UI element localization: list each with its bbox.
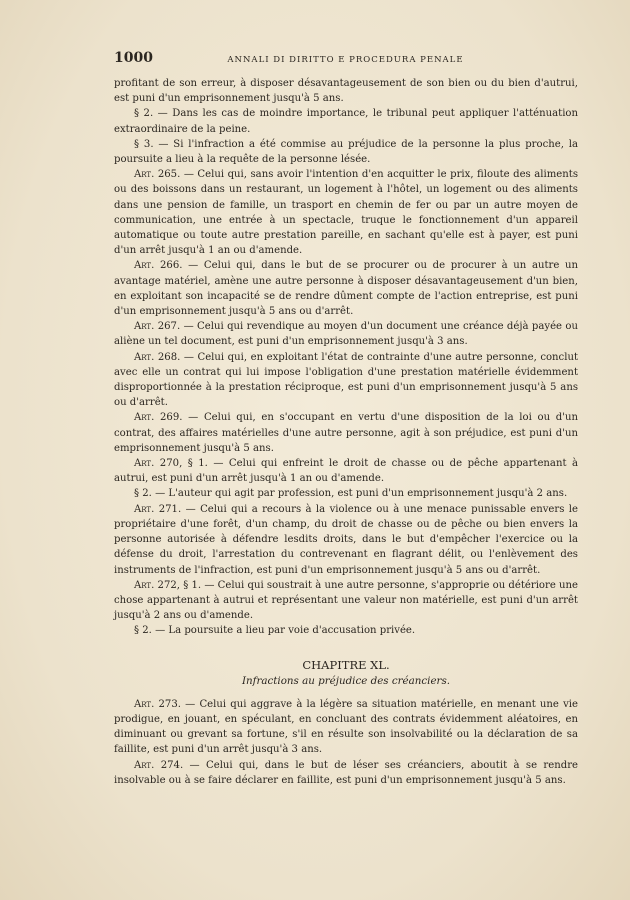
article-label: Art. <box>134 351 155 363</box>
running-head: ANNALI DI DIRITTO E PROCEDURA PENALE <box>227 55 464 65</box>
paragraph <box>114 486 578 501</box>
article-label: Art. <box>134 759 155 771</box>
paragraph <box>114 758 578 788</box>
article-label: Art. <box>134 412 155 424</box>
paragraph-text: § 2. — L'auteur qui agit par profession, est puni d'un emprisonnement jusqu'à 2 ans. <box>134 488 568 500</box>
article-label: Art. <box>134 458 155 470</box>
paragraph-text: 272, § 1. — Celui qui soustrait à une autre personne, s'approprie ou détériore une chose appartenant à autrui et représentant une valeur non matérielle, est puni d'un arrêt jusqu'à 2 ans ou d'amende. <box>114 579 578 622</box>
article-label: Art. <box>134 169 155 181</box>
paragraph <box>114 167 578 258</box>
paragraph <box>114 106 578 136</box>
paragraph <box>114 623 578 638</box>
paragraph <box>114 578 578 624</box>
paragraph <box>114 697 578 758</box>
paragraph <box>114 319 578 349</box>
paragraphs-after <box>114 697 578 788</box>
paragraph <box>114 502 578 578</box>
paragraph-text: 270, § 1. — Celui qui enfreint le droit de chasse ou de pêche appartenant à autrui, est puni d'un arrêt jusqu'à 1 an ou d'amende. <box>114 458 578 485</box>
paragraph <box>114 258 578 319</box>
chapter-title: CHAPITRE XL. <box>302 657 390 672</box>
paragraph <box>114 76 578 106</box>
paragraph-text: § 2. — La poursuite a lieu par voie d'accusation privée. <box>134 625 416 637</box>
paragraph-text: 266. — Celui qui, dans le but de se procurer ou de procurer à un autre un avantage matériel, amène une autre personne à disposer désavantageusement d'un bien, en exploitant son incapacité se de rendre dûment compte de l'action entreprise, est puni d'un emprisonnement jusqu'à 5 ans ou d'arrêt. <box>114 260 578 318</box>
paragraph-text: 267. — Celui qui revendique au moyen d'un document une créance déjà payée ou aliène un tel document, est puni d'un emprisonnement jusqu'à 3 ans. <box>114 321 578 348</box>
paragraph-text: 265. — Celui qui, sans avoir l'intention d'en acquitter le prix, filoute des aliments ou des boissons dans un restaurant, un logement à l'hôtel, un logement ou des aliments dans une pension de famille, un trasport en chemin de fer ou par un autre moyen de communication, une entrée à un spectacle, truque le fonctionnement d'un appareil automatique ou toute autre prestation pareille, en sachant qu'elle est à payer, est puni d'un arrêt jusqu'à 1 an ou d'amende. <box>114 169 578 257</box>
paragraph <box>114 456 578 486</box>
article-label: Art. <box>134 698 155 710</box>
paragraph-text: 271. — Celui qui a recours à la violence ou à une menace punissable envers le propriétaire d'une forêt, d'un champ, du droit de chasse ou de pêche ou bien envers la personne autorisée à défendre lesdits droits, dans le but d'empêcher l'exercice ou la défense du droit, l'arrestation du contrevenant en flagrant délit, ou l'enlèvement des instruments de l'infraction, est puni d'un emprisonnement jusqu'à 5 ans ou d'arrêt. <box>114 503 578 576</box>
paragraph-text: 268. — Celui qui, en exploitant l'état de contrainte d'une autre personne, conclut avec elle un contrat qui lui impose l'obligation d'une prestation matérielle évidemment disproportionnée à la prestation réciproque, est puni d'un emprisonnement jusqu'à 5 ans ou d'arrêt. <box>114 351 578 409</box>
article-label: Art. <box>134 579 155 591</box>
paragraph-text: § 2. — Dans les cas de moindre importance, le tribunal peut appliquer l'atténuation extraordinaire de la peine. <box>114 108 578 135</box>
chapter-subtitle: Infractions au préjudice des créanciers. <box>241 674 451 687</box>
paragraph-text: 269. — Celui qui, en s'occupant en vertu d'une disposition de la loi ou d'un contrat, des affaires matérielles d'une autre personne, agit à son préjudice, est puni d'un emprisonnement jusqu'à 5 ans. <box>114 412 578 454</box>
paragraph-text: 273. — Celui qui aggrave à la légère sa situation matérielle, en menant une vie prodigue, en jouant, en spéculant, en concluant des contrats évidemment aléatoires, en diminuant ou grevant sa fortune, s'il en résulte son insolvabilité ou la déclaration de sa faillite, est puni d'un arrêt jusqu'à 3 ans. <box>114 698 578 756</box>
body-text <box>114 76 578 788</box>
article-label: Art. <box>134 260 155 272</box>
article-label: Art. <box>134 321 155 333</box>
article-label: Art. <box>134 503 155 515</box>
paragraph-text: § 3. — Si l'infraction a été commise au préjudice de la personne la plus proche, la poursuite a lieu à la requête de la personne lésée. <box>114 138 578 166</box>
paragraph-text: 274. — Celui qui, dans le but de léser ses créanciers, aboutit à se rendre insolvable ou à se faire déclarer en faillite, est puni d'un emprisonnement jusqu'à 5 ans. <box>114 759 578 786</box>
paragraph <box>114 410 578 456</box>
paragraph <box>114 350 578 411</box>
paragraph-text: profitant de son erreur, à disposer désavantageusement de son bien ou du bien d'autrui, est puni d'un emprisonnement jusqu'à 5 ans. <box>114 78 578 105</box>
paragraphs-before <box>114 76 578 639</box>
page-number: 1000 <box>114 50 153 66</box>
page-header <box>114 50 578 66</box>
paragraph <box>114 137 578 167</box>
